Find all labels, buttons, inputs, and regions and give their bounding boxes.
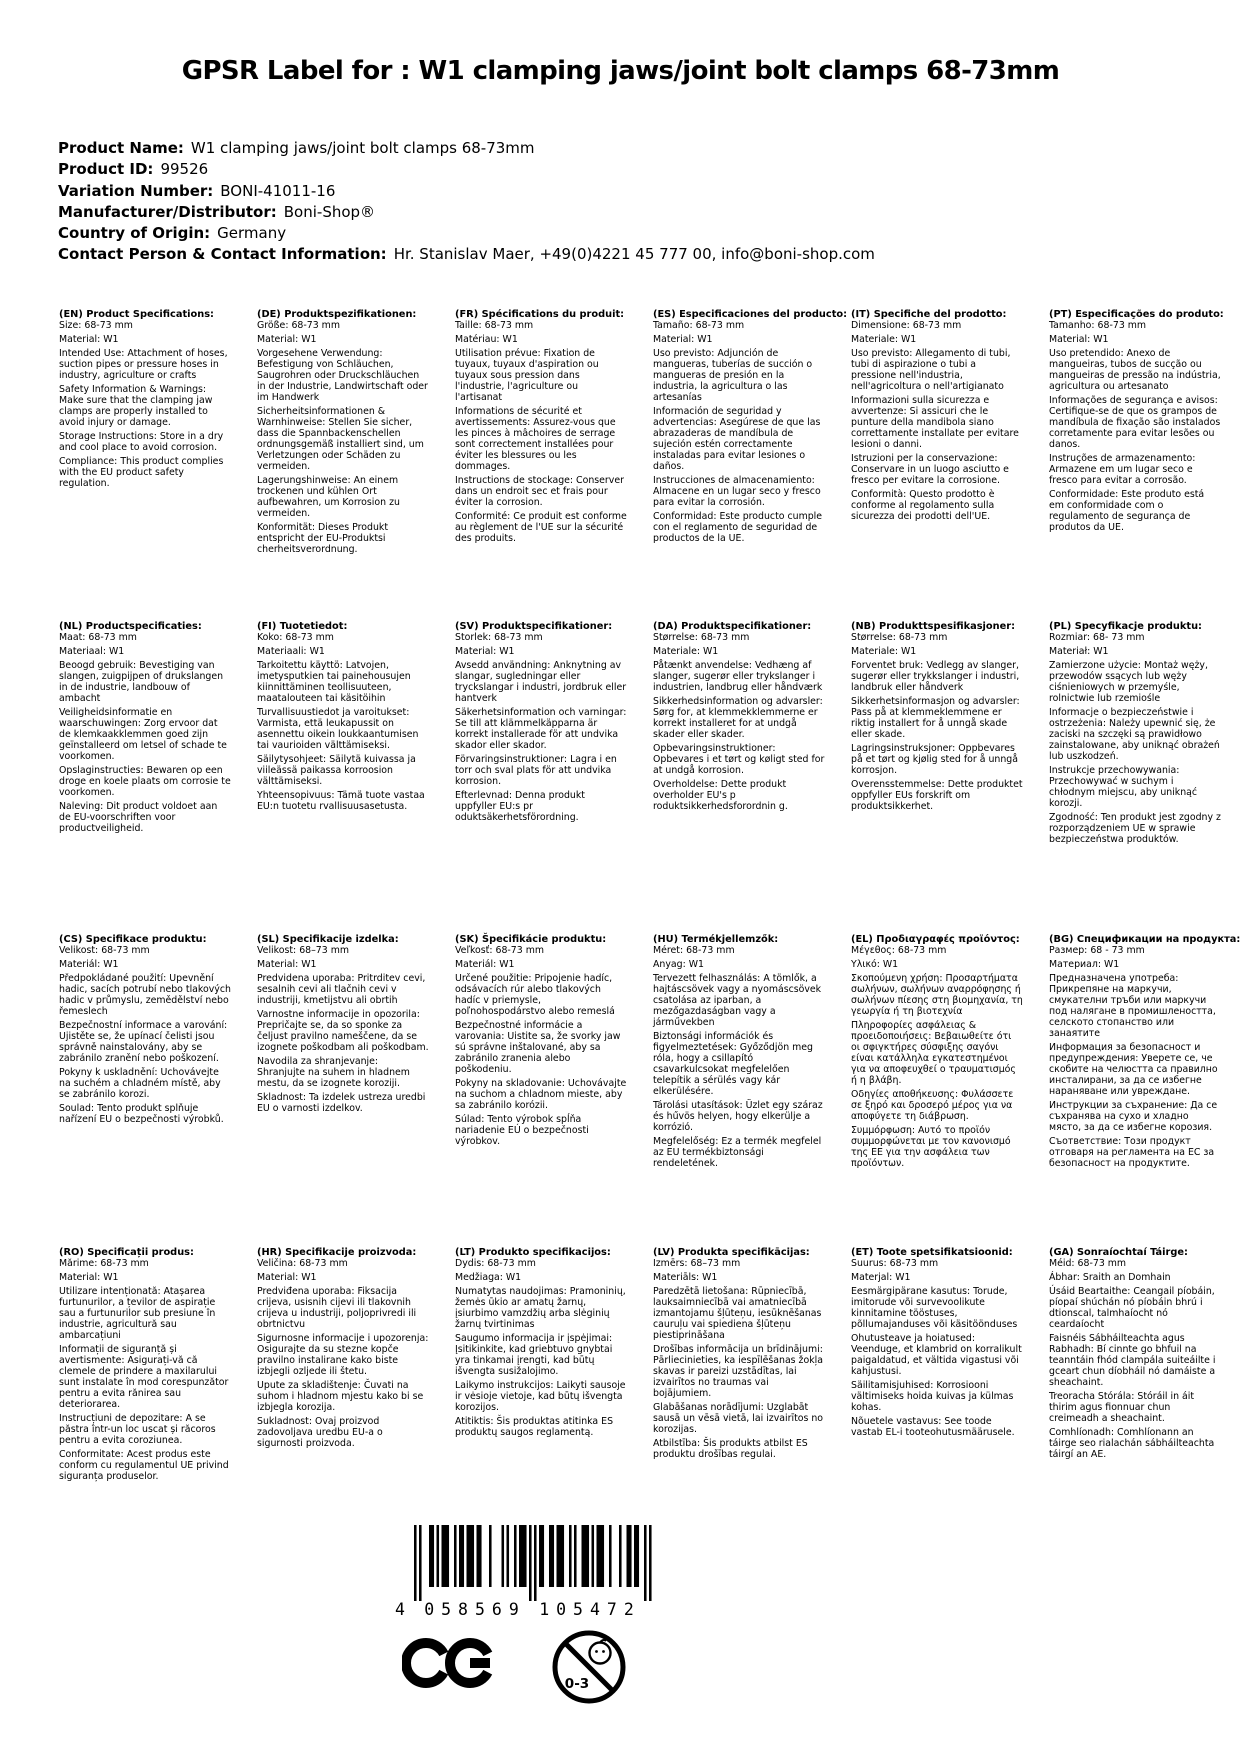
field-label: Product Name: xyxy=(58,139,184,157)
spec-paragraph: Instrucciones de almacenamiento: Almacene en un lugar seco y fresco para evitar la corrosión. xyxy=(653,475,821,508)
spec-paragraph: Säilytysohjeet: Säilytä kuivassa ja viileässä paikassa korroosion välttämiseksi. xyxy=(257,754,416,787)
spec-block-heading: (ES) Especificaciones del producto: xyxy=(653,309,848,320)
spec-block-da xyxy=(653,621,825,934)
spec-paragraph: Veľkosť: 68-73 mm xyxy=(455,945,544,956)
spec-paragraph: Informații de siguranță și avertismente: Asigurați-vă că clemele de prindere a maxilarului sunt instalate în mod corespunzător pentru a evita rănirea sau deteriorarea. xyxy=(59,1344,229,1410)
spec-paragraph: Bezpečnostní informace a varování: Ujistěte se, že upínací čelisti jsou správně nainstalovány, aby se zabránilo zranění nebo poškození. xyxy=(59,1020,228,1064)
spec-paragraph: Påtænkt anvendelse: Vedhæng af slanger, sugerør eller trykslanger i industrien, landbrug eller håndværk xyxy=(653,660,823,693)
spec-paragraph: Size: 68-73 mm xyxy=(59,320,133,331)
spec-paragraph: Vorgesehene Verwendung: Befestigung von Schläuchen, Saugrohren oder Druckschläuchen in der Industrie, Landwirtschaft oder im Handwerk xyxy=(257,348,428,403)
spec-paragraph: Uso previsto: Adjunción de mangueras, tuberías de succión o mangueras de presión en la industria, la agricultura o las artesanías xyxy=(653,348,813,403)
barcode xyxy=(390,1525,660,1625)
spec-block-lt xyxy=(455,1247,627,1485)
product-info-row xyxy=(58,162,875,177)
spec-block-hr xyxy=(257,1247,429,1485)
field-value: BONI-41011-16 xyxy=(220,181,336,200)
spec-block-heading: (IT) Specifiche del prodotto: xyxy=(851,309,1007,320)
spec-paragraph: Storlek: 68-73 mm xyxy=(455,632,543,643)
spec-paragraph: Méid: 68-73 mm xyxy=(1049,1258,1127,1269)
spec-paragraph: Instructions de stockage: Conserver dans un endroit sec et frais pour éviter la corrosion. xyxy=(455,475,624,508)
spec-block-heading: (LV) Produkta specifikācijas: xyxy=(653,1247,810,1258)
spec-paragraph: Předpokládané použití: Upevnění hadic, sacích potrubí nebo tlakových hadic v průmyslu, zemědělství nebo řemeslech xyxy=(59,973,231,1017)
spec-paragraph: Rozmiar: 68- 73 mm xyxy=(1049,632,1145,643)
spec-paragraph: Upute za skladištenje: Čuvati na suhom i hladnom mjestu kako bi se izbjegla korozija. xyxy=(257,1380,424,1413)
field-label: Product ID: xyxy=(58,160,154,179)
spec-block-sv xyxy=(455,621,627,934)
barcode-left-digit: 4 xyxy=(395,1600,405,1619)
product-info-row xyxy=(58,226,875,241)
spec-paragraph: Materiale: W1 xyxy=(851,646,917,657)
spec-paragraph: Atbilstība: Šis produkts atbilst ES produktu drošības regulai. xyxy=(653,1438,808,1460)
spec-paragraph: Materiaal: W1 xyxy=(59,646,125,657)
spec-paragraph: Sikkerhedsinformation og advarsler: Sørg for, at klemmekklemmerne er korrekt installeret for at undgå skader eller skader. xyxy=(653,696,823,740)
spec-paragraph: Säilitamisjuhised: Korrosiooni vältimiseks hoida kuivas ja külmas kohas. xyxy=(851,1380,1014,1413)
spec-block-heading: (NL) Productspecificaties: xyxy=(59,621,202,632)
spec-block-fr xyxy=(455,309,627,621)
spec-paragraph: Izmērs: 68–73 mm xyxy=(653,1258,741,1269)
spec-paragraph: Anyag: W1 xyxy=(653,959,704,970)
spec-block-heading: (SL) Specifikacije izdelka: xyxy=(257,934,399,945)
spec-paragraph: Koko: 68-73 mm xyxy=(257,632,334,643)
spec-block-heading: (DA) Produktspecifikationer: xyxy=(653,621,812,632)
spec-paragraph: Mărime: 68-73 mm xyxy=(59,1258,149,1269)
spec-paragraph: Predviđena uporaba: Fiksacija crijeva, usisnih cijevi ili tlakovnih crijeva u industriji, poljoprivredi ili obrtnictvu xyxy=(257,1286,417,1330)
spec-paragraph: Tarkoitettu käyttö: Latvojen, imetysputkien tai painehousujen kiinnittäminen teollisuuteen, maatalouteen tai käsitöihin xyxy=(257,660,411,704)
spec-paragraph: Suurus: 68-73 mm xyxy=(851,1258,939,1269)
spec-paragraph: Matériau: W1 xyxy=(455,334,518,345)
product-info-row xyxy=(58,181,875,200)
spec-paragraph: Størrelse: 68-73 mm xyxy=(851,632,948,643)
spec-paragraph: Pokyny na skladovanie: Uchovávajte na suchom a chladnom mieste, aby sa zabránilo korózii. xyxy=(455,1078,627,1111)
spec-block-heading: (HR) Specifikacije proizvoda: xyxy=(257,1247,417,1258)
spec-paragraph: Materjal: W1 xyxy=(851,1272,911,1283)
spec-block-cs xyxy=(59,934,231,1247)
spec-block-fi xyxy=(257,621,429,934)
spec-paragraph: Treoracha Stórála: Stóráil in áit thirim agus fionnuar chun creimeadh a sheachaint. xyxy=(1049,1391,1195,1424)
spec-block-ro xyxy=(59,1247,231,1485)
barcode-group2: 105472 xyxy=(539,1600,641,1619)
spec-paragraph: Dimensione: 68-73 mm xyxy=(851,320,962,331)
spec-block-sk xyxy=(455,934,627,1247)
spec-paragraph: Sicherheitsinformationen & Warnhinweise: Stellen Sie sicher, dass die Spannbackenschellen ordnungsgemäß installiert sind, um Verletzungen oder Schäden zu vermeiden. xyxy=(257,406,424,472)
spec-paragraph: Overholdelse: Dette produkt overholder EU's p roduktsikkerhedsforordnin g. xyxy=(653,779,788,812)
spec-block-heading: (ET) Toote spetsifikatsioonid: xyxy=(851,1247,1013,1258)
field-label: Country of Origin: xyxy=(58,224,211,243)
page-title: GPSR Label for : W1 clamping jaws/joint bolt clamps 68-73mm xyxy=(181,56,1060,86)
spec-paragraph: Atitiktis: Šis produktas atitinka ES produktų saugos reglamentą. xyxy=(455,1416,614,1438)
spec-block-heading: (LT) Produkto specifikacijos: xyxy=(455,1247,611,1258)
spec-paragraph: Lagerungshinweise: An einem trockenen und kühlen Ort aufbewahren, um Korrosion zu vermeiden. xyxy=(257,475,400,519)
spec-paragraph: Material: W1 xyxy=(59,334,119,345)
spec-block-heading: (BG) Спецификации на продукта: xyxy=(1049,934,1241,945)
spec-paragraph: Informacje o bezpieczeństwie i ostrzeżenia: Należy upewnić się, że zaciski na szczęki są prawidłowo zainstalowane, aby uniknąć obrażeń lub uszkodzeń. xyxy=(1049,707,1220,762)
spec-paragraph: Material: W1 xyxy=(455,646,515,657)
spec-paragraph: Tamanho: 68-73 mm xyxy=(1049,320,1147,331)
spec-paragraph: Conformità: Questo prodotto è conforme al regolamento sulla sicurezza dei prodotti dell'UE. xyxy=(851,489,995,522)
spec-paragraph: Úsáid Beartaithe: Ceangail píobáin, píopaí shúchán nó píobáin bhrú i dtionscal, talmhaíocht nó ceardaíocht xyxy=(1049,1286,1215,1330)
spec-paragraph: Förvaringsinstruktioner: Lagra i en torr och sval plats för att undvika korrosion. xyxy=(455,754,617,787)
spec-paragraph: Numatytas naudojimas: Pramoninių, žemės ūkio ar amatų žarnų, įsiurbimo vamzdžių arba slėginių žarnų tvirtinimas xyxy=(455,1286,626,1330)
spec-paragraph: Intended Use: Attachment of hoses, suction pipes or pressure hoses in industry, agriculture or crafts xyxy=(59,348,228,381)
product-info xyxy=(58,141,875,269)
spec-block-pt xyxy=(1049,309,1224,621)
spec-paragraph: Μέγεθος: 68-73 mm xyxy=(851,945,947,956)
spec-grid xyxy=(59,309,1241,1485)
spec-paragraph: Utilizare intenționată: Atașarea furtunurilor, a țevilor de aspirație sau a furtunurilor sub presiune în industrie, agricultură sau ambarcațiuni xyxy=(59,1286,216,1341)
spec-block-heading: (FR) Spécifications du produit: xyxy=(455,309,625,320)
spec-paragraph: Material: W1 xyxy=(653,334,713,345)
spec-paragraph: Beoogd gebruik: Bevestiging van slangen, zuigpijpen of drukslangen in de industrie, landbouw of ambacht xyxy=(59,660,224,704)
spec-paragraph: Zgodność: Ten produkt jest zgodny z rozporządzeniem UE w sprawie bezpieczeństwa produktów. xyxy=(1049,812,1221,845)
spec-paragraph: Съответствие: Този продукт отговаря на регламента на ЕС за безопасност на продуктите. xyxy=(1049,1136,1215,1169)
spec-paragraph: Navodila za shranjevanje: Shranjujte na suhem in hladnem mestu, da se izognete koroziji. xyxy=(257,1056,410,1089)
spec-paragraph: Инструкции за съхранение: Да се съхранява на сухо и хладно място, за да се избегне корозия. xyxy=(1049,1100,1218,1133)
field-value: 99526 xyxy=(160,160,209,179)
spec-block-lv xyxy=(653,1247,825,1485)
spec-paragraph: Ohutusteave ja hoiatused: Veenduge, et klambrid on korralikult paigaldatud, et vältida vigastusi või kahjustusi. xyxy=(851,1333,1022,1377)
spec-paragraph: Materiál: W1 xyxy=(455,959,515,970)
spec-paragraph: Efterlevnad: Denna produkt uppfyller EU:s pr oduktsäkerhetsförordning. xyxy=(455,790,585,823)
field-value: W1 clamping jaws/joint bolt clamps 68-73mm xyxy=(190,139,535,157)
field-value: Germany xyxy=(217,224,287,243)
product-info-row xyxy=(58,202,875,221)
spec-block-et xyxy=(851,1247,1023,1485)
spec-paragraph: Предназначена употреба: Прикрепяне на маркучи, смукателни тръби или маркучи под налягане в промишлеността, селското стопанство или занаятите xyxy=(1049,973,1216,1039)
spec-paragraph: Súlad: Tento výrobok spĺňa nariadenie EÚ o bezpečnosti výrobkov. xyxy=(455,1114,589,1147)
field-value: Boni-Shop® xyxy=(283,202,376,221)
spec-paragraph: Lagringsinstruksjoner: Oppbevares på et tørt og kjølig sted for å unngå korrosjon. xyxy=(851,743,1018,776)
spec-block-heading: (EL) Προδιαγραφές προϊόντος: xyxy=(851,934,1020,945)
spec-paragraph: Uso pretendido: Anexo de mangueiras, tubos de sucção ou mangueiras de pressão na indústria, agricultura ou artesanato xyxy=(1049,348,1221,392)
spec-paragraph: Yhteensopivuus: Tämä tuote vastaa EU:n tuotetu rvallisuusasetusta. xyxy=(257,790,425,812)
spec-paragraph: Materiale: W1 xyxy=(653,646,719,657)
spec-paragraph: Материал: W1 xyxy=(1049,959,1120,970)
spec-paragraph: Bezpečnostné informácie a varovania: Uistite sa, že svorky jaw sú správne inštalované, aby sa zabránilo zranenia alebo poškodeniu. xyxy=(455,1020,621,1075)
spec-paragraph: Materiale: W1 xyxy=(851,334,917,345)
spec-paragraph: Safety Information & Warnings: Make sure that the clamping jaw clamps are properly installed to avoid injury or damage. xyxy=(59,384,213,428)
spec-paragraph: Sukladnost: Ovaj proizvod zadovoljava uredbu EU-a o sigurnosti proizvoda. xyxy=(257,1416,383,1449)
spec-paragraph: Predvidena uporaba: Pritrditev cevi, sesalnih cevi ali tlačnih cevi v industriji, kmetijstvu ali obrtih xyxy=(257,973,426,1006)
spec-paragraph: Megfelelőség: Ez a termék megfelel az EU termékbiztonsági rendeletének. xyxy=(653,1136,822,1169)
spec-paragraph: Materiaali: W1 xyxy=(257,646,325,657)
spec-paragraph: Varnostne informacije in opozorila: Prepričajte se, da so sponke za čeljust pravilno nameščene, da se izognete poškodbam ali poškodbam. xyxy=(257,1009,429,1053)
spec-paragraph: Saugumo informacija ir įspėjimai: Įsitikinkite, kad griebtuvo gnybtai yra tinkamai įrengti, kad būtų išvengta susižalojimo. xyxy=(455,1333,613,1377)
spec-paragraph: Συμμόρφωση: Αυτό το προϊόν συμμορφώνεται με τον κανονισμό της ΕΕ για την ασφάλεια των προϊόντων. xyxy=(851,1125,1011,1169)
spec-paragraph: Sigurnosne informacije i upozorenja: Osigurajte da su stezne kopče pravilno instalirane kako biste izbjegli ozljede ili štetu. xyxy=(257,1333,429,1377)
spec-paragraph: Velikost: 68-73 mm xyxy=(59,945,150,956)
spec-paragraph: Conformitate: Acest produs este conform cu regulamentul UE privind siguranța produselor. xyxy=(59,1449,229,1482)
spec-block-hu xyxy=(653,934,825,1247)
spec-block-heading: (PL) Specyfikacje produktu: xyxy=(1049,621,1202,632)
spec-paragraph: Eesmärgipärane kasutus: Torude, imitorude või survevoolikute kinnitamine tööstuses, põllumajanduses või käsitöönduses xyxy=(851,1286,1018,1330)
spec-paragraph: Material: W1 xyxy=(257,959,317,970)
spec-paragraph: Opbevaringsinstruktioner: Opbevares i et tørt og køligt sted for at undgå korrosion. xyxy=(653,743,825,776)
spec-block-ga xyxy=(1049,1247,1221,1485)
spec-paragraph: Paredzētā lietošana: Rūpniecībā, lauksaimniecībā vai amatniecībā izmantojamu šļūteņu, iesūknēšanas cauruļu vai spiediena šļūteņu piestiprināšana xyxy=(653,1286,822,1341)
field-label: Manufacturer/Distributor: xyxy=(58,202,277,221)
spec-paragraph: Tárolási utasítások: Üzlet egy száraz és hűvös helyen, hogy elkerülje a korrózió. xyxy=(653,1100,823,1133)
spec-paragraph: Informações de segurança e avisos: Certifique-se de que os grampos de mandíbula de fixação são instalados corretamente para evitar lesões ou danos. xyxy=(1049,395,1221,450)
spec-block-heading: (FI) Tuotetiedot: xyxy=(257,621,348,632)
spec-paragraph: Информация за безопасност и предупреждения: Уверете се, че скобите на челюстта са правилно инсталирани, за да се избегне нараняване или увреждане. xyxy=(1049,1042,1218,1097)
barcode-group1: 058569 xyxy=(424,1600,526,1619)
spec-block-nl xyxy=(59,621,231,934)
spec-paragraph: Compliance: This product complies with the EU product safety regulation. xyxy=(59,456,224,489)
spec-block-heading: (NB) Produkttspesifikasjoner: xyxy=(851,621,1015,632)
spec-paragraph: Säkerhetsinformation och varningar: Se till att klämmelkäpparna är korrekt installerade för att undvika skador eller skador. xyxy=(455,707,627,751)
spec-block-de xyxy=(257,309,429,621)
spec-paragraph: Laikymo instrukcijos: Laikyti sausoje ir vėsioje vietoje, kad būtų išvengta korozijos. xyxy=(455,1380,626,1413)
spec-paragraph: Medžiaga: W1 xyxy=(455,1272,522,1283)
spec-paragraph: Skladnost: Ta izdelek ustreza uredbi EU o varnosti izdelkov. xyxy=(257,1092,426,1114)
spec-paragraph: Taille: 68-73 mm xyxy=(455,320,534,331)
age-range-label: 0-3 xyxy=(564,1676,590,1692)
spec-paragraph: Størrelse: 68-73 mm xyxy=(653,632,750,643)
spec-paragraph: Material: W1 xyxy=(257,1272,317,1283)
spec-block-heading: (SV) Produktspecifikationer: xyxy=(455,621,613,632)
spec-paragraph: Οδηγίες αποθήκευσης: Φυλάσσετε σε ξηρό και δροσερό μέρος για να αποφύγετε τη διάβρωση. xyxy=(851,1089,1014,1122)
spec-paragraph: Größe: 68-73 mm xyxy=(257,320,340,331)
spec-paragraph: Material: W1 xyxy=(59,1272,119,1283)
spec-paragraph: Información de seguridad y advertencias: Asegúrese de que las abrazaderas de mandíbula de sujeción estén correctamente instaladas para evitar lesiones o daños. xyxy=(653,406,821,472)
spec-paragraph: Drošības informācija un brīdinājumi: Pārliecinieties, ka iespīlēšanas žokļa skavas ir pareizi uzstādītas, lai izvairītos no traumas vai bojājumiem. xyxy=(653,1344,823,1399)
spec-block-heading: (SK) Špecifikácie produktu: xyxy=(455,934,607,945)
spec-block-es xyxy=(653,309,848,621)
spec-paragraph: Ábhar: Sraith an Domhain xyxy=(1049,1272,1171,1283)
barcode-icon xyxy=(390,1525,660,1621)
age-warning-icon xyxy=(548,1626,630,1712)
spec-paragraph: Veiligheidsinformatie en waarschuwingen: Zorg ervoor dat de klemkaakklemmen goed zijn geïnstalleerd om letsel of schade te voorkomen. xyxy=(59,707,227,762)
spec-paragraph: Méret: 68-73 mm xyxy=(653,945,735,956)
spec-paragraph: Informations de sécurité et avertissements: Assurez-vous que les pinces à mâchoires de serrage sont correctement installées pour éviter les blessures ou les dommages. xyxy=(455,406,616,472)
spec-paragraph: Material: W1 xyxy=(1049,334,1109,345)
spec-block-heading: (CS) Specifikace produktu: xyxy=(59,934,207,945)
field-label: Variation Number: xyxy=(58,181,214,200)
spec-paragraph: Maat: 68-73 mm xyxy=(59,632,137,643)
spec-paragraph: Turvallisuustiedot ja varoitukset: Varmista, että leukapussit on asennettu oikein loukkaantumisen tai vaurioiden välttämiseksi. xyxy=(257,707,419,751)
spec-paragraph: Avsedd användning: Anknytning av slangar, sugledningar eller tryckslangar i industri, jordbruk eller hantverk xyxy=(455,660,627,704)
spec-paragraph: Biztonsági információk és figyelmeztetések: Győződjön meg róla, hogy a csillapító csavarkulcsokat megfelelően telepítik a sérülés vagy kár elkerülésére. xyxy=(653,1031,813,1097)
spec-paragraph: Instrucțiuni de depozitare: A se păstra într-un loc uscat și răcoros pentru a evita coroziunea. xyxy=(59,1413,216,1446)
spec-paragraph: Sikkerhetsinformasjon og advarsler: Pass på at klemmeklemmene er riktig installert for å unngå skade eller skade. xyxy=(851,696,1020,740)
spec-paragraph: Opslaginstructies: Bewaren op een droge en koele plaats om corrosie te voorkomen. xyxy=(59,765,231,798)
spec-block-pl xyxy=(1049,621,1221,934)
spec-paragraph: Conformidade: Este produto está em conformidade com o regulamento de segurança de produtos da UE. xyxy=(1049,489,1205,533)
spec-paragraph: Zamierzone użycie: Montaż węży, przewodów ssących lub węży ciśnieniowych w przemyśle, rolnictwie lub rzemiośle xyxy=(1049,660,1208,704)
spec-paragraph: Υλικό: W1 xyxy=(851,959,899,970)
spec-paragraph: Σκοπούμενη χρήση: Προσαρτήματα σωλήνων, σωλήνων αναρρόφησης ή σωλήνων πίεσης στη βιομηχανία, τη γεωργία ή τη βιοτεχνία xyxy=(851,973,1023,1017)
spec-block-heading: (DE) Produktspezifikationen: xyxy=(257,309,417,320)
spec-paragraph: Dydis: 68-73 mm xyxy=(455,1258,536,1269)
spec-paragraph: Conformité: Ce produit est conforme au règlement de l'UE sur la sécurité des produits. xyxy=(455,511,627,544)
product-info-row xyxy=(58,247,875,262)
spec-paragraph: Istruzioni per la conservazione: Conservare in un luogo asciutto e fresco per evitare la corrosione. xyxy=(851,453,1009,486)
field-label: Contact Person & Contact Information: xyxy=(58,245,387,264)
spec-paragraph: Forventet bruk: Vedlegg av slanger, sugerør eller trykkslanger i industri, landbruk eller håndverk xyxy=(851,660,1020,693)
spec-block-sl xyxy=(257,934,429,1247)
spec-paragraph: Material: W1 xyxy=(257,334,317,345)
spec-block-it xyxy=(851,309,1023,621)
spec-block-el xyxy=(851,934,1023,1247)
spec-paragraph: Faisnéis Sábháilteachta agus Rabhadh: Bí cinnte go bhfuil na teanntáin fhód clampála suiteáilte i gceart chun díobháil nó damáiste a sheachaint. xyxy=(1049,1333,1216,1388)
spec-paragraph: Overensstemmelse: Dette produktet oppfyller EUs forskrift om produktsikkerhet. xyxy=(851,779,1023,812)
spec-paragraph: Uso previsto: Allegamento di tubi, tubi di aspirazione o tubi a pressione nell'industria, nell'agricoltura o nell'artigianato xyxy=(851,348,1011,392)
spec-paragraph: Materiał: W1 xyxy=(1049,646,1109,657)
spec-paragraph: Instrukcje przechowywania: Przechowywać w suchym i chłodnym miejscu, aby uniknąć korozji. xyxy=(1049,765,1198,809)
spec-block-heading: (GA) Sonraíochtaí Táirge: xyxy=(1049,1247,1188,1258)
spec-paragraph: Soulad: Tento produkt splňuje nařízení EU o bezpečnosti výrobků. xyxy=(59,1103,224,1125)
spec-paragraph: Nõuetele vastavus: See toode vastab EL-i tooteohutusmäärusele. xyxy=(851,1416,1015,1438)
spec-block-heading: (HU) Termékjellemzők: xyxy=(653,934,779,945)
spec-paragraph: Conformidad: Este producto cumple con el reglamento de seguridad de productos de la UE. xyxy=(653,511,823,544)
field-value: Hr. Stanislav Maer, +49(0)4221 45 777 00, info@boni-shop.com xyxy=(393,245,875,264)
spec-block-heading: (EN) Product Specifications: xyxy=(59,309,214,320)
spec-paragraph: Размер: 68 - 73 mm xyxy=(1049,945,1145,956)
spec-paragraph: Tervezett felhasználás: A tömlők, a hajtáscsövek vagy a nyomáscsövek csatolása az iparban, a mezőgazdaságban vagy a járművekben xyxy=(653,973,822,1028)
spec-block-nb xyxy=(851,621,1023,934)
spec-block-heading: (RO) Specificații produs: xyxy=(59,1247,194,1258)
spec-paragraph: Materiāls: W1 xyxy=(653,1272,718,1283)
spec-block-bg xyxy=(1049,934,1241,1247)
spec-paragraph: Velikost: 68–73 mm xyxy=(257,945,349,956)
spec-block-en xyxy=(59,309,231,621)
spec-paragraph: Utilisation prévue: Fixation de tuyaux, tuyaux d'aspiration ou tuyaux sous pression dans l'industrie, l'agriculture ou l'artisanat xyxy=(455,348,599,403)
product-info-row xyxy=(58,141,875,156)
spec-paragraph: Instruções de armazenamento: Armazene em um lugar seco e fresco para evitar a corrosão. xyxy=(1049,453,1196,486)
spec-paragraph: Tamaño: 68-73 mm xyxy=(653,320,745,331)
spec-paragraph: Určené použitie: Pripojenie hadíc, odsávacích rúr alebo tlakových hadíc v priemysle, poľnohospodárstvo alebo remeslá xyxy=(455,973,615,1017)
spec-paragraph: Materiál: W1 xyxy=(59,959,119,970)
ce-mark-icon xyxy=(402,1634,494,1696)
spec-paragraph: Πληροφορίες ασφάλειας & προειδοποιήσεις: Βεβαιωθείτε ότι οι σφιγκτήρες σύσφιξης σαγόνι είναι κατάλληλα εγκατεστημένοι για να αποφευχθεί ο τραυματισμός ή η βλάβη. xyxy=(851,1020,1016,1086)
spec-paragraph: Pokyny k uskladnění: Uchovávejte na suchém a chladném místě, aby se zabránilo korozi. xyxy=(59,1067,221,1100)
baby-face-icon xyxy=(590,1643,611,1664)
spec-paragraph: Storage Instructions: Store in a dry and cool place to avoid corrosion. xyxy=(59,431,224,453)
spec-paragraph: Informazioni sulla sicurezza e avvertenze: Si assicuri che le punture della mandibola siano correttamente installate per evitare lesioni o danni. xyxy=(851,395,1019,450)
spec-paragraph: Konformität: Dieses Produkt entspricht der EU-Produktsi cherheitsverordnung. xyxy=(257,522,389,555)
spec-block-heading: (PT) Especificações do produto: xyxy=(1049,309,1224,320)
spec-paragraph: Naleving: Dit product voldoet aan de EU-voorschriften voor productveiligheid. xyxy=(59,801,218,834)
spec-paragraph: Glabāšanas norādījumi: Uzglabāt sausā un vēsā vietā, lai izvairītos no korozijas. xyxy=(653,1402,824,1435)
spec-paragraph: Veličina: 68-73 mm xyxy=(257,1258,348,1269)
spec-paragraph: Comhlíonadh: Comhlíonann an táirge seo rialachán sábháilteachta táirgí an AE. xyxy=(1049,1427,1215,1460)
